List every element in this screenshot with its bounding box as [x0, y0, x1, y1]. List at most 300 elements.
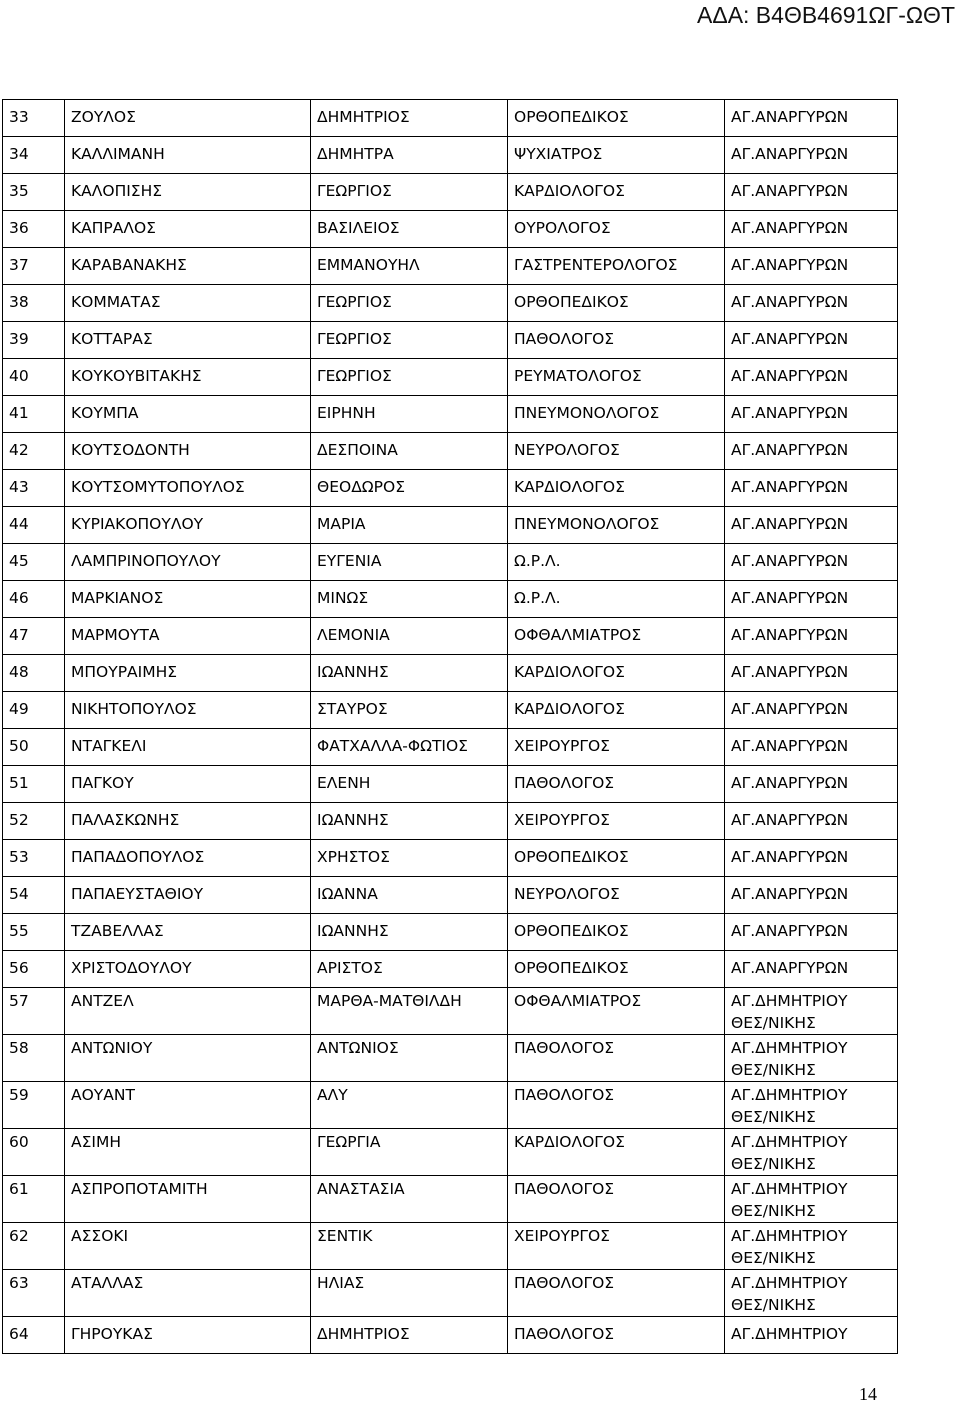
specialty-cell-text: ΨΥΧΙΑΤΡΟΣ — [514, 145, 603, 163]
specialty-cell — [508, 1176, 725, 1223]
row-number-text: 36 — [9, 219, 29, 237]
location-cell-text: ΑΓ.ΑΝΑΡΓΥΡΩΝ — [731, 552, 849, 570]
row-number-text: 59 — [9, 1086, 29, 1104]
location-cell-text: ΑΓ.ΑΝΑΡΓΥΡΩΝ — [731, 404, 849, 422]
surname-cell — [65, 396, 311, 433]
table-row — [3, 100, 898, 137]
first-name-cell — [311, 248, 508, 285]
row-number — [3, 1270, 65, 1317]
specialty-cell-text: ΧΕΙΡΟΥΡΓΟΣ — [514, 1227, 610, 1245]
surname-cell — [65, 1082, 311, 1129]
row-number-text: 62 — [9, 1227, 29, 1245]
row-number — [3, 396, 65, 433]
specialty-cell — [508, 766, 725, 803]
first-name-cell — [311, 100, 508, 137]
first-name-cell — [311, 433, 508, 470]
location-cell-text: ΑΓ.ΔΗΜΗΤΡΙΟΥ — [731, 1086, 848, 1104]
surname-cell-text: ΚΟΥΚΟΥΒΙΤΑΚΗΣ — [71, 367, 202, 385]
specialty-cell-text: ΟΦΘΑΛΜΙΑΤΡΟΣ — [514, 992, 642, 1010]
specialty-cell-text: ΚΑΡΔΙΟΛΟΓΟΣ — [514, 700, 625, 718]
location-cell — [725, 1035, 898, 1082]
specialty-cell — [508, 655, 725, 692]
location-cell-text: ΑΓ.ΑΝΑΡΓΥΡΩΝ — [731, 293, 849, 311]
row-number-text: 40 — [9, 367, 29, 385]
table-row — [3, 174, 898, 211]
surname-cell — [65, 988, 311, 1035]
first-name-cell-text: ΕΙΡΗΝΗ — [317, 404, 376, 422]
first-name-cell-text: ΣΕΝΤΙΚ — [317, 1227, 373, 1245]
first-name-cell-text: ΙΩΑΝΝΑ — [317, 885, 378, 903]
row-number — [3, 211, 65, 248]
row-number — [3, 1035, 65, 1082]
surname-cell-text: ΚΑΠΡΑΛΟΣ — [71, 219, 156, 237]
first-name-cell — [311, 951, 508, 988]
row-number-text: 45 — [9, 552, 29, 570]
first-name-cell — [311, 803, 508, 840]
specialty-cell-text: ΟΡΘΟΠΕΔΙΚΟΣ — [514, 108, 629, 126]
location-cell — [725, 1129, 898, 1176]
first-name-cell-text: ΑΡΙΣΤΟΣ — [317, 959, 383, 977]
location-city-text: ΘΕΣ/ΝΙΚΗΣ — [731, 1202, 816, 1220]
row-number-text: 53 — [9, 848, 29, 866]
row-number-text: 48 — [9, 663, 29, 681]
row-number — [3, 729, 65, 766]
surname-cell-text: ΑΤΑΛΛΑΣ — [71, 1274, 144, 1292]
first-name-cell-text: ΔΗΜΗΤΡΑ — [317, 145, 394, 163]
first-name-cell-text: ΧΡΗΣΤΟΣ — [317, 848, 390, 866]
first-name-cell-text: ΑΝΑΣΤΑΣΙΑ — [317, 1180, 405, 1198]
surname-cell-text: ΑΝΤΖΕΛ — [71, 992, 134, 1010]
first-name-cell — [311, 1317, 508, 1354]
surname-cell-text: ΝΤΑΓΚΕΛΙ — [71, 737, 147, 755]
location-cell — [725, 433, 898, 470]
table-row — [3, 285, 898, 322]
first-name-cell-text: ΘΕΟΔΩΡΟΣ — [317, 478, 405, 496]
surname-cell-text: ΠΑΠΑΔΟΠΟΥΛΟΣ — [71, 848, 205, 866]
surname-cell — [65, 1270, 311, 1317]
location-cell-text: ΑΓ.ΔΗΜΗΤΡΙΟΥ — [731, 1039, 848, 1057]
row-number-text: 33 — [9, 108, 29, 126]
location-city-text: ΘΕΣ/ΝΙΚΗΣ — [731, 1155, 816, 1173]
first-name-cell — [311, 507, 508, 544]
row-number-text: 64 — [9, 1325, 29, 1343]
location-cell — [725, 1317, 898, 1354]
row-number — [3, 803, 65, 840]
location-cell-text: ΑΓ.ΑΝΑΡΓΥΡΩΝ — [731, 774, 849, 792]
first-name-cell — [311, 692, 508, 729]
specialty-cell — [508, 137, 725, 174]
table-row — [3, 1082, 898, 1129]
location-cell-text: ΑΓ.ΑΝΑΡΓΥΡΩΝ — [731, 441, 849, 459]
specialty-cell-text: ΠΝΕΥΜΟΝΟΛΟΓΟΣ — [514, 515, 660, 533]
table-row — [3, 470, 898, 507]
surname-cell — [65, 544, 311, 581]
row-number-text: 49 — [9, 700, 29, 718]
row-number — [3, 1223, 65, 1270]
row-number-text: 44 — [9, 515, 29, 533]
row-number — [3, 137, 65, 174]
location-cell-text: ΑΓ.ΑΝΑΡΓΥΡΩΝ — [731, 367, 849, 385]
table-row — [3, 914, 898, 951]
first-name-cell — [311, 914, 508, 951]
specialty-cell — [508, 544, 725, 581]
row-number-text: 47 — [9, 626, 29, 644]
surname-cell-text: ΚΟΜΜΑΤΑΣ — [71, 293, 161, 311]
specialty-cell-text: ΟΦΘΑΛΜΙΑΤΡΟΣ — [514, 626, 642, 644]
first-name-cell-text: ΑΝΤΩΝΙΟΣ — [317, 1039, 399, 1057]
surname-cell — [65, 174, 311, 211]
surname-cell — [65, 618, 311, 655]
row-number-text: 51 — [9, 774, 29, 792]
first-name-cell-text: ΓΕΩΡΓΙΟΣ — [317, 182, 392, 200]
table-row — [3, 544, 898, 581]
location-cell — [725, 840, 898, 877]
row-number — [3, 507, 65, 544]
first-name-cell-text: ΙΩΑΝΝΗΣ — [317, 811, 389, 829]
location-cell-text: ΑΓ.ΑΝΑΡΓΥΡΩΝ — [731, 478, 849, 496]
surname-cell — [65, 877, 311, 914]
surname-cell-text: ΚΥΡΙΑΚΟΠΟΥΛΟΥ — [71, 515, 204, 533]
row-number-text: 63 — [9, 1274, 29, 1292]
specialty-cell — [508, 951, 725, 988]
surname-cell-text: ΓΗΡΟΥΚΑΣ — [71, 1325, 153, 1343]
surname-cell-text: ΛΑΜΠΡΙΝΟΠΟΥΛΟΥ — [71, 552, 221, 570]
location-cell-text: ΑΓ.ΔΗΜΗΤΡΙΟΥ — [731, 1274, 848, 1292]
first-name-cell-text: ΓΕΩΡΓΙΟΣ — [317, 330, 392, 348]
surname-cell — [65, 581, 311, 618]
row-number-text: 52 — [9, 811, 29, 829]
row-number-text: 58 — [9, 1039, 29, 1057]
specialty-cell-text: ΧΕΙΡΟΥΡΓΟΣ — [514, 737, 610, 755]
table-row — [3, 988, 898, 1035]
table-row — [3, 692, 898, 729]
row-number-text: 54 — [9, 885, 29, 903]
surname-cell — [65, 359, 311, 396]
first-name-cell — [311, 618, 508, 655]
location-cell-text: ΑΓ.ΑΝΑΡΓΥΡΩΝ — [731, 959, 849, 977]
first-name-cell-text: ΔΗΜΗΤΡΙΟΣ — [317, 1325, 410, 1343]
location-cell-text: ΑΓ.ΑΝΑΡΓΥΡΩΝ — [731, 256, 849, 274]
location-cell-text: ΑΓ.ΑΝΑΡΓΥΡΩΝ — [731, 182, 849, 200]
surname-cell — [65, 100, 311, 137]
surname-cell-text: ΚΟΥΜΠΑ — [71, 404, 139, 422]
surname-cell — [65, 1129, 311, 1176]
location-cell — [725, 618, 898, 655]
first-name-cell-text: ΔΗΜΗΤΡΙΟΣ — [317, 108, 410, 126]
first-name-cell — [311, 1035, 508, 1082]
specialty-cell-text: ΚΑΡΔΙΟΛΟΓΟΣ — [514, 182, 625, 200]
specialty-cell — [508, 803, 725, 840]
specialty-cell-text: ΠΝΕΥΜΟΝΟΛΟΓΟΣ — [514, 404, 660, 422]
table-row — [3, 803, 898, 840]
table-row — [3, 1035, 898, 1082]
row-number — [3, 840, 65, 877]
surname-cell-text: ΧΡΙΣΤΟΔΟΥΛΟΥ — [71, 959, 192, 977]
table-row — [3, 507, 898, 544]
specialty-cell-text: ΝΕΥΡΟΛΟΓΟΣ — [514, 441, 620, 459]
first-name-cell-text: ΙΩΑΝΝΗΣ — [317, 922, 389, 940]
specialty-cell-text: ΟΥΡΟΛΟΓΟΣ — [514, 219, 611, 237]
surname-cell — [65, 1035, 311, 1082]
specialty-cell-text: ΚΑΡΔΙΟΛΟΓΟΣ — [514, 478, 625, 496]
first-name-cell — [311, 544, 508, 581]
doctors-table — [2, 99, 898, 1354]
location-cell — [725, 544, 898, 581]
row-number-text: 39 — [9, 330, 29, 348]
row-number — [3, 914, 65, 951]
surname-cell-text: ΠΑΓΚΟΥ — [71, 774, 134, 792]
specialty-cell — [508, 507, 725, 544]
table-row — [3, 359, 898, 396]
row-number-text: 57 — [9, 992, 29, 1010]
location-cell — [725, 359, 898, 396]
surname-cell-text: ΖΟΥΛΟΣ — [71, 108, 136, 126]
first-name-cell — [311, 988, 508, 1035]
specialty-cell-text: ΟΡΘΟΠΕΔΙΚΟΣ — [514, 293, 629, 311]
surname-cell — [65, 914, 311, 951]
surname-cell — [65, 507, 311, 544]
row-number-text: 41 — [9, 404, 29, 422]
row-number — [3, 1082, 65, 1129]
row-number — [3, 285, 65, 322]
location-cell-text: ΑΓ.ΑΝΑΡΓΥΡΩΝ — [731, 330, 849, 348]
surname-cell — [65, 766, 311, 803]
first-name-cell-text: ΜΑΡΙΑ — [317, 515, 366, 533]
row-number — [3, 1317, 65, 1354]
first-name-cell-text: ΜΙΝΩΣ — [317, 589, 369, 607]
specialty-cell-text: ΡΕΥΜΑΤΟΛΟΓΟΣ — [514, 367, 642, 385]
first-name-cell — [311, 285, 508, 322]
first-name-cell — [311, 655, 508, 692]
row-number-text: 38 — [9, 293, 29, 311]
table-row — [3, 1129, 898, 1176]
specialty-cell — [508, 729, 725, 766]
first-name-cell-text: ΓΕΩΡΓΙΟΣ — [317, 293, 392, 311]
surname-cell — [65, 248, 311, 285]
specialty-cell — [508, 100, 725, 137]
location-cell — [725, 1176, 898, 1223]
row-number-text: 50 — [9, 737, 29, 755]
specialty-cell — [508, 433, 725, 470]
specialty-cell — [508, 322, 725, 359]
row-number-text: 56 — [9, 959, 29, 977]
first-name-cell — [311, 729, 508, 766]
first-name-cell — [311, 1176, 508, 1223]
location-cell-text: ΑΓ.ΑΝΑΡΓΥΡΩΝ — [731, 700, 849, 718]
location-city-text: ΘΕΣ/ΝΙΚΗΣ — [731, 1249, 816, 1267]
surname-cell — [65, 1223, 311, 1270]
surname-cell-text: ΤΖΑΒΕΛΛΑΣ — [71, 922, 164, 940]
row-number — [3, 248, 65, 285]
specialty-cell-text: Ω.Ρ.Λ. — [514, 552, 561, 570]
location-cell — [725, 1082, 898, 1129]
location-cell — [725, 914, 898, 951]
location-cell-text: ΑΓ.ΑΝΑΡΓΥΡΩΝ — [731, 922, 849, 940]
location-city-text: ΘΕΣ/ΝΙΚΗΣ — [731, 1061, 816, 1079]
row-number — [3, 692, 65, 729]
specialty-cell — [508, 692, 725, 729]
location-cell — [725, 803, 898, 840]
location-cell — [725, 322, 898, 359]
table-row — [3, 581, 898, 618]
surname-cell — [65, 1176, 311, 1223]
first-name-cell — [311, 396, 508, 433]
page-number: 14 — [859, 1384, 877, 1404]
specialty-cell — [508, 1270, 725, 1317]
first-name-cell-text: ΦΑΤΧΑΛΛΑ-ΦΩΤΙΟΣ — [317, 737, 468, 755]
first-name-cell — [311, 766, 508, 803]
specialty-cell-text: Ω.Ρ.Λ. — [514, 589, 561, 607]
surname-cell — [65, 322, 311, 359]
location-cell-text: ΑΓ.ΑΝΑΡΓΥΡΩΝ — [731, 737, 849, 755]
specialty-cell — [508, 1223, 725, 1270]
specialty-cell — [508, 359, 725, 396]
location-cell — [725, 581, 898, 618]
table-row — [3, 1317, 898, 1354]
location-cell-text: ΑΓ.ΑΝΑΡΓΥΡΩΝ — [731, 848, 849, 866]
table-row — [3, 840, 898, 877]
specialty-cell — [508, 1317, 725, 1354]
row-number — [3, 359, 65, 396]
surname-cell-text: ΚΑΛΛΙΜΑΝΗ — [71, 145, 165, 163]
specialty-cell-text: ΟΡΘΟΠΕΔΙΚΟΣ — [514, 848, 629, 866]
row-number-text: 46 — [9, 589, 29, 607]
row-number-text: 37 — [9, 256, 29, 274]
table-row — [3, 766, 898, 803]
row-number — [3, 618, 65, 655]
first-name-cell-text: ΔΕΣΠΟΙΝΑ — [317, 441, 398, 459]
row-number — [3, 988, 65, 1035]
table-row — [3, 877, 898, 914]
location-cell — [725, 211, 898, 248]
first-name-cell — [311, 840, 508, 877]
surname-cell — [65, 137, 311, 174]
surname-cell-text: ΚΑΛΟΠΙΣΗΣ — [71, 182, 163, 200]
surname-cell — [65, 470, 311, 507]
location-cell — [725, 470, 898, 507]
first-name-cell-text: ΕΜΜΑΝΟΥΗΛ — [317, 256, 420, 274]
location-cell — [725, 396, 898, 433]
location-cell-text: ΑΓ.ΑΝΑΡΓΥΡΩΝ — [731, 885, 849, 903]
row-number — [3, 655, 65, 692]
location-cell-text: ΑΓ.ΑΝΑΡΓΥΡΩΝ — [731, 145, 849, 163]
first-name-cell — [311, 137, 508, 174]
table-row — [3, 729, 898, 766]
specialty-cell — [508, 248, 725, 285]
first-name-cell-text: ΑΛΥ — [317, 1086, 348, 1104]
row-number-text: 43 — [9, 478, 29, 496]
specialty-cell-text: ΠΑΘΟΛΟΓΟΣ — [514, 1039, 615, 1057]
surname-cell-text: ΠΑΠΑΕΥΣΤΑΘΙΟΥ — [71, 885, 204, 903]
surname-cell — [65, 433, 311, 470]
surname-cell-text: ΑΣΙΜΗ — [71, 1133, 121, 1151]
row-number-text: 42 — [9, 441, 29, 459]
specialty-cell — [508, 618, 725, 655]
location-cell-text: ΑΓ.ΔΗΜΗΤΡΙΟΥ — [731, 1227, 848, 1245]
table-row — [3, 951, 898, 988]
surname-cell — [65, 655, 311, 692]
location-cell — [725, 1223, 898, 1270]
first-name-cell — [311, 1129, 508, 1176]
table-row — [3, 1223, 898, 1270]
surname-cell — [65, 1317, 311, 1354]
surname-cell-text: ΚΟΥΤΣΟΜΥΤΟΠΟΥΛΟΣ — [71, 478, 245, 496]
table-row — [3, 211, 898, 248]
surname-cell — [65, 840, 311, 877]
row-number — [3, 174, 65, 211]
table-row — [3, 1270, 898, 1317]
surname-cell-text: ΑΣΠΡΟΠΟΤΑΜΙΤΗ — [71, 1180, 208, 1198]
table-row — [3, 137, 898, 174]
first-name-cell-text: ΕΛΕΝΗ — [317, 774, 371, 792]
first-name-cell-text: ΓΕΩΡΓΙΑ — [317, 1133, 381, 1151]
location-cell-text: ΑΓ.ΑΝΑΡΓΥΡΩΝ — [731, 811, 849, 829]
location-cell-text: ΑΓ.ΔΗΜΗΤΡΙΟΥ — [731, 1133, 848, 1151]
surname-cell-text: ΜΑΡΚΙΑΝΟΣ — [71, 589, 164, 607]
location-cell-text: ΑΓ.ΑΝΑΡΓΥΡΩΝ — [731, 589, 849, 607]
location-cell — [725, 766, 898, 803]
row-number — [3, 1129, 65, 1176]
table-row — [3, 396, 898, 433]
row-number — [3, 581, 65, 618]
specialty-cell — [508, 1129, 725, 1176]
first-name-cell-text: ΙΩΑΝΝΗΣ — [317, 663, 389, 681]
location-cell-text: ΑΓ.ΔΗΜΗΤΡΙΟΥ — [731, 1325, 848, 1343]
first-name-cell — [311, 1082, 508, 1129]
row-number — [3, 877, 65, 914]
first-name-cell — [311, 581, 508, 618]
surname-cell-text: ΑΣΣΟΚΙ — [71, 1227, 129, 1245]
location-cell-text: ΑΓ.ΑΝΑΡΓΥΡΩΝ — [731, 626, 849, 644]
row-number — [3, 766, 65, 803]
specialty-cell — [508, 211, 725, 248]
surname-cell-text: ΝΙΚΗΤΟΠΟΥΛΟΣ — [71, 700, 197, 718]
surname-cell-text: ΑΝΤΩΝΙΟΥ — [71, 1039, 153, 1057]
surname-cell-text: ΚΟΥΤΣΟΔΟΝΤΗ — [71, 441, 190, 459]
location-cell — [725, 1270, 898, 1317]
first-name-cell-text: ΛΕΜΟΝΙΑ — [317, 626, 390, 644]
surname-cell-text: ΜΑΡΜΟΥΤΑ — [71, 626, 160, 644]
location-cell — [725, 729, 898, 766]
table-row — [3, 1176, 898, 1223]
row-number — [3, 951, 65, 988]
row-number — [3, 100, 65, 137]
surname-cell-text: ΑΟΥΑΝΤ — [71, 1086, 135, 1104]
row-number-text: 55 — [9, 922, 29, 940]
location-cell — [725, 285, 898, 322]
location-cell — [725, 137, 898, 174]
location-cell-text: ΑΓ.ΑΝΑΡΓΥΡΩΝ — [731, 108, 849, 126]
table-row — [3, 248, 898, 285]
row-number-text: 60 — [9, 1133, 29, 1151]
surname-cell — [65, 211, 311, 248]
location-cell — [725, 877, 898, 914]
location-cell — [725, 655, 898, 692]
first-name-cell — [311, 877, 508, 914]
surname-cell-text: ΠΑΛΑΣΚΩΝΗΣ — [71, 811, 180, 829]
row-number-text: 35 — [9, 182, 29, 200]
specialty-cell-text: ΠΑΘΟΛΟΓΟΣ — [514, 330, 615, 348]
location-city-text: ΘΕΣ/ΝΙΚΗΣ — [731, 1014, 816, 1032]
location-cell — [725, 692, 898, 729]
first-name-cell — [311, 322, 508, 359]
location-cell — [725, 174, 898, 211]
location-cell — [725, 951, 898, 988]
first-name-cell — [311, 359, 508, 396]
table-row — [3, 655, 898, 692]
location-cell-text: ΑΓ.ΑΝΑΡΓΥΡΩΝ — [731, 663, 849, 681]
specialty-cell-text: ΟΡΘΟΠΕΔΙΚΟΣ — [514, 922, 629, 940]
